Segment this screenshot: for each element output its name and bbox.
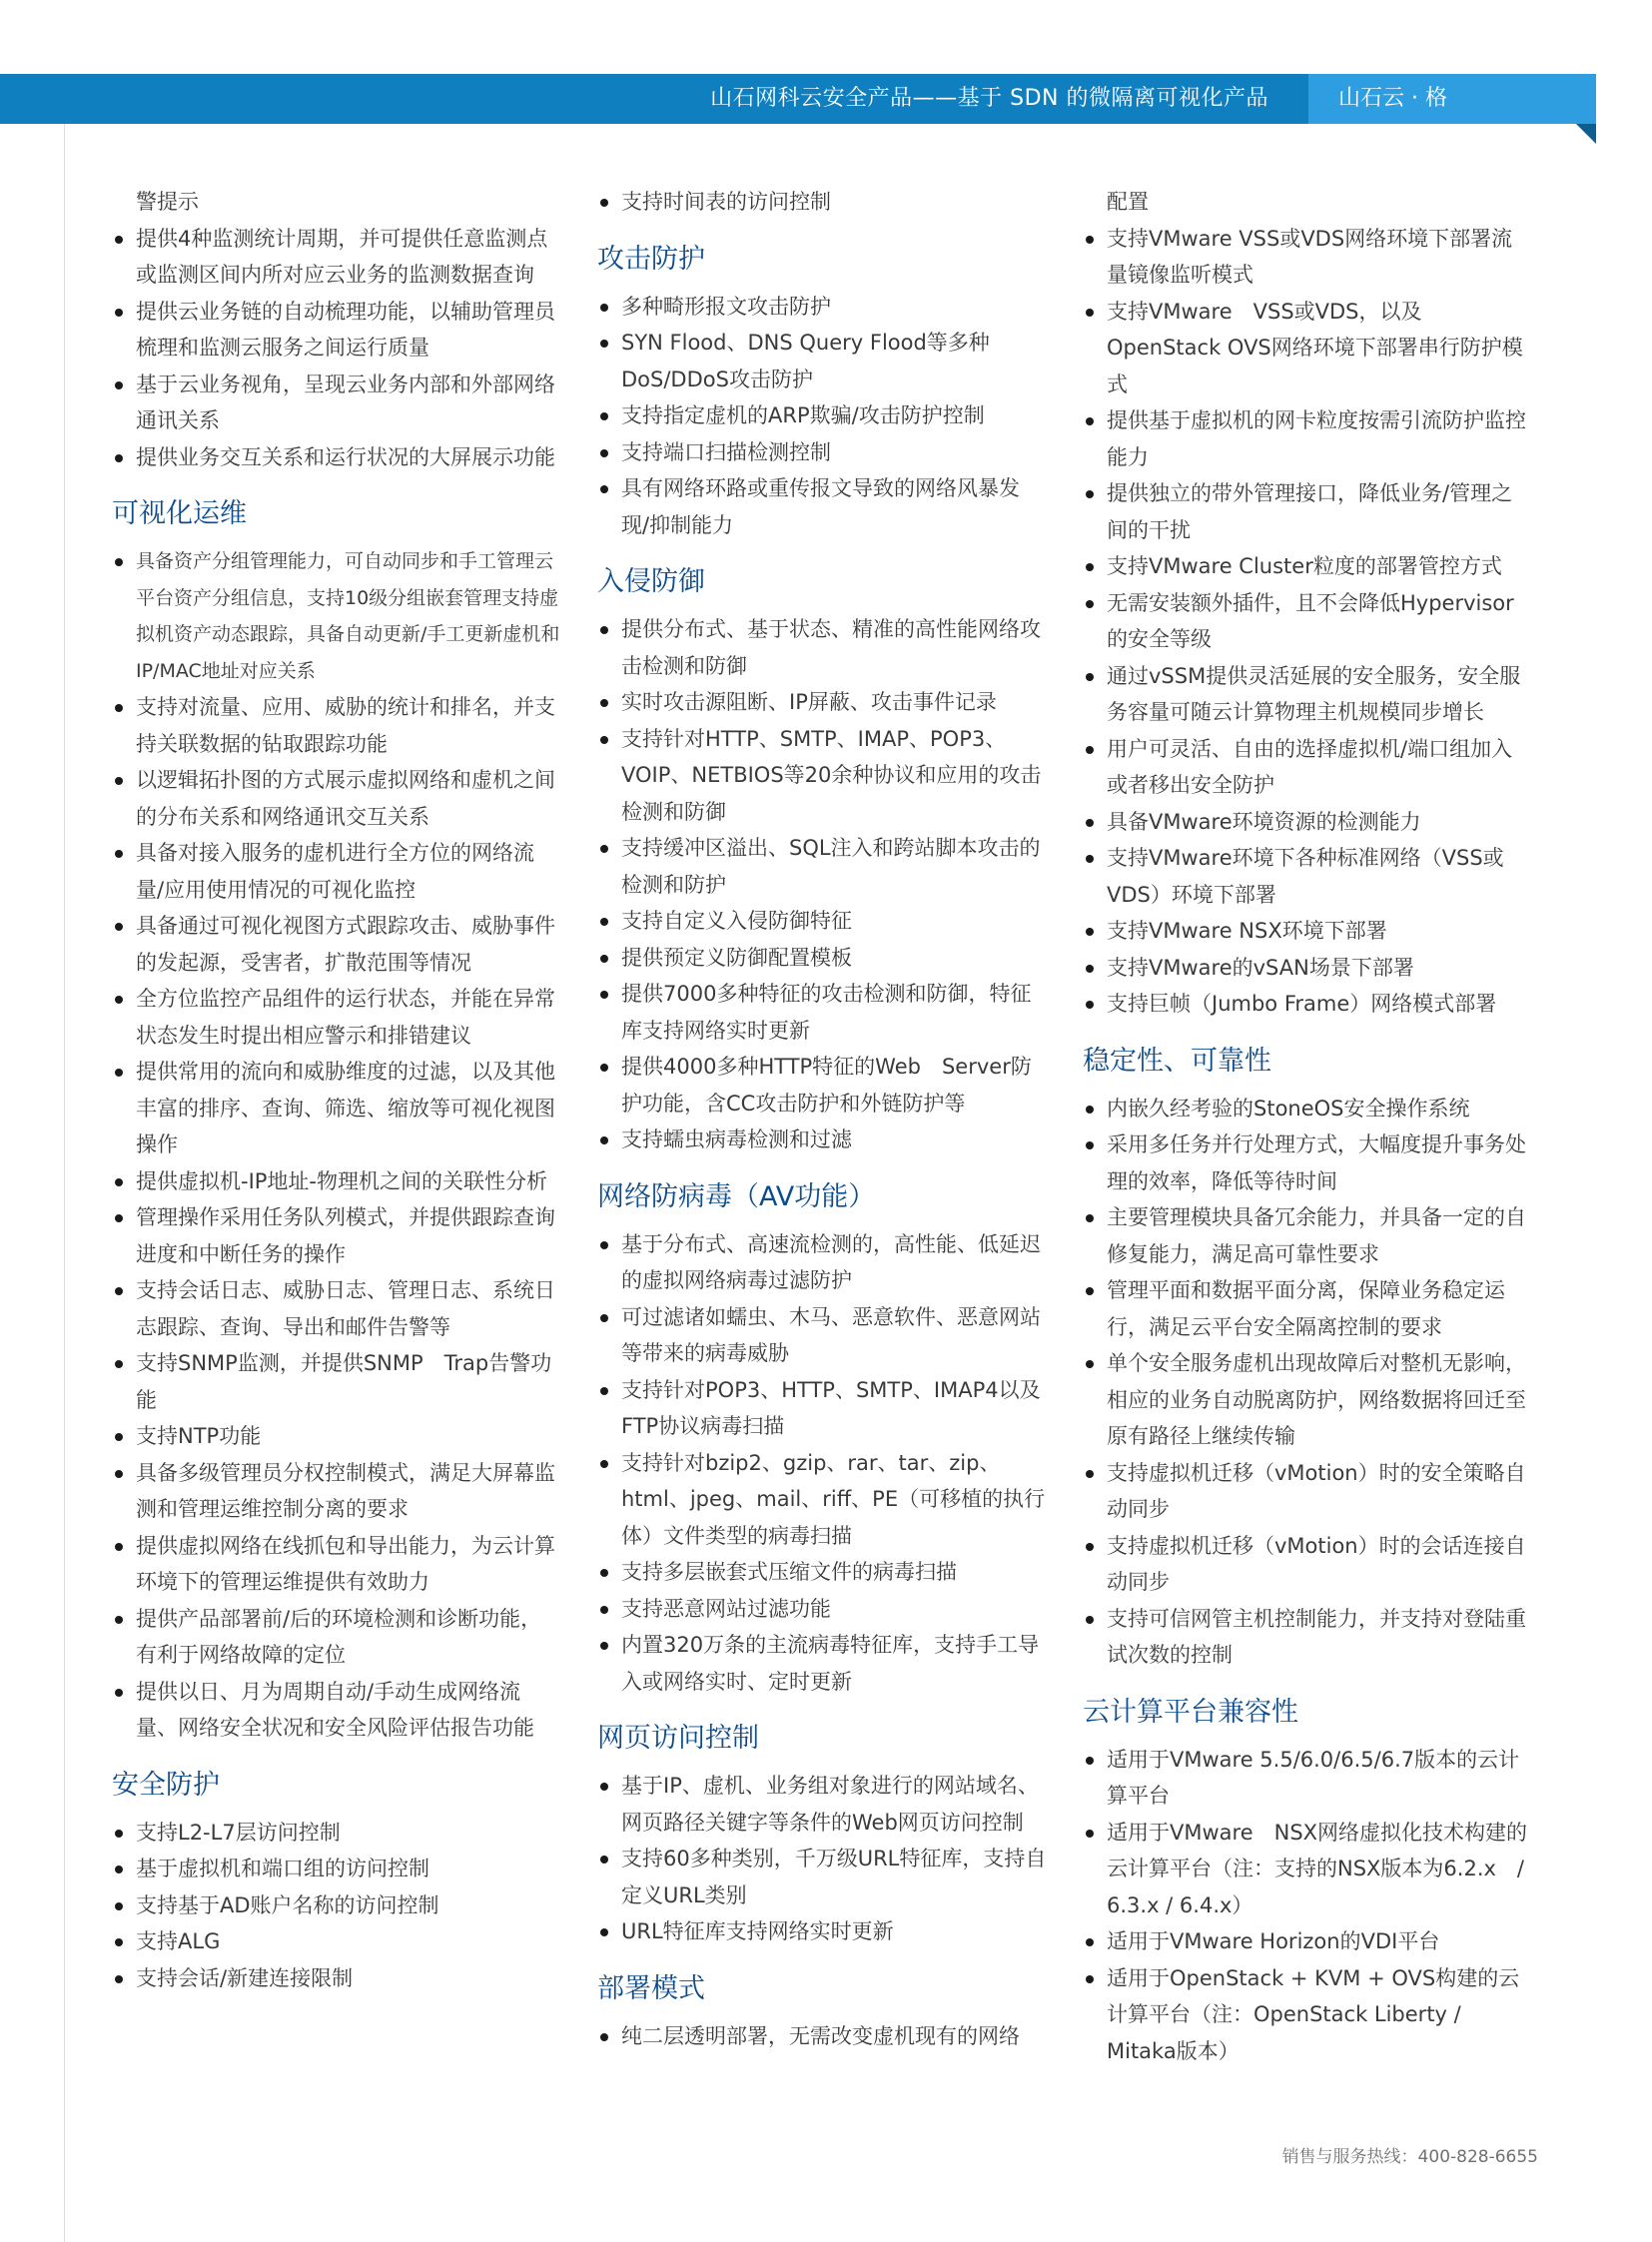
bullet-list	[1083, 1742, 1532, 2070]
continued-text: 配置	[1107, 190, 1149, 214]
list-item: 支持缓冲区溢出、SQL注入和跨站脚本攻击的检测和防护	[597, 830, 1047, 903]
list-item: 支持VMware环境下各种标准网络（VSS或VDS）环境下部署	[1083, 840, 1532, 913]
list-item: 支持会话日志、威胁日志、管理日志、系统日志跟踪、查询、导出和邮件告警等	[112, 1272, 561, 1345]
section-title: 入侵防御	[597, 566, 705, 597]
list-item: 无需安装额外插件，且不会降低Hypervisor的安全等级	[1083, 585, 1532, 658]
continued-text: 警提示	[136, 190, 199, 214]
column-left	[112, 184, 561, 1996]
header-title: 山石网科云安全产品——基于 SDN 的微隔离可视化产品	[710, 86, 1268, 111]
list-item: 提供虚拟机-IP地址-物理机之间的关联性分析	[112, 1163, 561, 1200]
list-item: 内嵌久经考验的StoneOS安全操作系统	[1083, 1091, 1532, 1127]
list-item: 基于IP、虚机、业务组对象进行的网站域名、网页路径关键字等条件的Web网页访问控制	[597, 1768, 1047, 1841]
list-item: 具备对接入服务的虚机进行全方位的网络流量/应用使用情况的可视化监控	[112, 835, 561, 908]
list-item: 提供云业务链的自动梳理功能，以辅助管理员梳理和监测云服务之间运行质量	[112, 294, 561, 367]
bullet-list	[597, 184, 1047, 221]
list-item: 提供预定义防御配置模板	[597, 940, 1047, 977]
bullet-list	[1083, 221, 1532, 1023]
list-item: 可过滤诸如蠕虫、木马、恶意软件、恶意网站等带来的病毒威胁	[597, 1299, 1047, 1372]
list-item: 适用于VMware Horizon的VDI平台	[1083, 1923, 1532, 1960]
list-item: 主要管理模块具备冗余能力，并具备一定的自修复能力，满足高可靠性要求	[1083, 1199, 1532, 1272]
list-item: 适用于VMware NSX网络虚拟化技术构建的云计算平台（注：支持的NSX版本为6.2.x / 6.3.x / 6.4.x）	[1083, 1815, 1532, 1924]
header-fold-corner	[1576, 124, 1596, 144]
list-item: 支持恶意网站过滤功能	[597, 1591, 1047, 1628]
bullet-list	[597, 1768, 1047, 1950]
list-item: 基于云业务视角，呈现云业务内部和外部网络通讯关系	[112, 367, 561, 439]
section-title: 稳定性、可靠性	[1083, 1045, 1271, 1077]
section-title: 云计算平台兼容性	[1083, 1696, 1298, 1728]
list-item: 支持60多种类别，千万级URL特征库，支持自定义URL类别	[597, 1841, 1047, 1913]
list-item: 支持VMware的vSAN场景下部署	[1083, 950, 1532, 987]
list-item: 支持自定义入侵防御特征	[597, 903, 1047, 940]
list-item: 提供4000多种HTTP特征的Web Server防护功能，含CC攻击防护和外链防护等	[597, 1049, 1047, 1121]
list-item: 多种畸形报文攻击防护	[597, 289, 1047, 326]
section-title: 部署模式	[597, 1972, 705, 2004]
list-item: 支持多层嵌套式压缩文件的病毒扫描	[597, 1554, 1047, 1591]
column-right	[1083, 184, 1532, 2069]
list-item: 支持VMware NSX环境下部署	[1083, 913, 1532, 950]
list-item: 支持虚拟机迁移（vMotion）时的会话连接自动同步	[1083, 1528, 1532, 1601]
sales-hotline: 销售与服务热线：400-828-6655	[1281, 2147, 1538, 2167]
list-item: 具备VMware环境资源的检测能力	[1083, 804, 1532, 841]
bullet-list	[112, 1815, 561, 1997]
bullet-list	[112, 221, 561, 476]
list-item: 支持L2-L7层访问控制	[112, 1815, 561, 1852]
section-title: 可视化运维	[112, 498, 247, 529]
list-item: 提供业务交互关系和运行状况的大屏展示功能	[112, 439, 561, 476]
list-item: 实时攻击源阻断、IP屏蔽、攻击事件记录	[597, 684, 1047, 721]
list-item: 支持VMware Cluster粒度的部署管控方式	[1083, 548, 1532, 585]
list-item: 用户可灵活、自由的选择虚拟机/端口组加入或者移出安全防护	[1083, 731, 1532, 804]
list-item: 提供基于虚拟机的网卡粒度按需引流防护监控能力	[1083, 402, 1532, 475]
list-item: 具备资产分组管理能力，可自动同步和手工管理云平台资产分组信息，支持10级分组嵌套管理支持虚拟机资产动态跟踪，具备自动更新/手工更新虚机和IP/MAC地址对应关系	[112, 543, 561, 689]
list-item: 支持端口扫描检测控制	[597, 434, 1047, 471]
list-item: 以逻辑拓扑图的方式展示虚拟网络和虚机之间的分布关系和网络通讯交互关系	[112, 762, 561, 835]
list-item: 支持针对HTTP、SMTP、IMAP、POP3、VOIP、NETBIOS等20余种协议和应用的攻击检测和防御	[597, 721, 1047, 831]
list-item: SYN Flood、DNS Query Flood等多种DoS/DDoS攻击防护	[597, 325, 1047, 397]
list-item: 支持NTP功能	[112, 1418, 561, 1455]
list-item: 支持可信网管主机控制能力，并支持对登陆重试次数的控制	[1083, 1601, 1532, 1674]
list-item: 管理平面和数据平面分离，保障业务稳定运行，满足云平台安全隔离控制的要求	[1083, 1272, 1532, 1345]
list-item: 管理操作采用任务队列模式，并提供跟踪查询进度和中断任务的操作	[112, 1199, 561, 1272]
list-item: 单个安全服务虚机出现故障后对整机无影响，相应的业务自动脱离防护，网络数据将回迁至原有路径上继续传输	[1083, 1345, 1532, 1455]
list-item: 支持对流量、应用、威胁的统计和排名，并支持关联数据的钻取跟踪功能	[112, 689, 561, 762]
left-margin-rule	[64, 124, 65, 2242]
list-item: 适用于OpenStack + KVM + OVS构建的云计算平台（注：OpenStack Liberty / Mitaka版本）	[1083, 1960, 1532, 2070]
bullet-list	[597, 2018, 1047, 2055]
bullet-list	[597, 611, 1047, 1158]
list-item: 支持SNMP监测，并提供SNMP Trap告警功能	[112, 1345, 561, 1418]
list-item: 支持VMware VSS或VDS，以及OpenStack OVS网络环境下部署串行防护模式	[1083, 294, 1532, 403]
list-item: 支持ALG	[112, 1923, 561, 1960]
bullet-list	[112, 543, 561, 1747]
list-item: 支持针对bzip2、gzip、rar、tar、zip、html、jpeg、mail、riff、PE（可移植的执行体）文件类型的病毒扫描	[597, 1445, 1047, 1555]
list-item: 支持虚拟机迁移（vMotion）时的安全策略自动同步	[1083, 1455, 1532, 1528]
column-middle	[597, 184, 1047, 2054]
section-title: 攻击防护	[597, 243, 705, 275]
list-item: 具有网络环路或重传报文导致的网络风暴发现/抑制能力	[597, 470, 1047, 543]
list-item: 纯二层透明部署，无需改变虚机现有的网络	[597, 2018, 1047, 2055]
list-item: 具备多级管理员分权控制模式，满足大屏幕监测和管理运维控制分离的要求	[112, 1455, 561, 1528]
list-item: 提供分布式、基于状态、精准的高性能网络攻击检测和防御	[597, 611, 1047, 684]
list-item: 提供7000多种特征的攻击检测和防御，特征库支持网络实时更新	[597, 976, 1047, 1049]
bullet-list	[597, 1226, 1047, 1701]
list-item: 基于分布式、高速流检测的，高性能、低延迟的虚拟网络病毒过滤防护	[597, 1226, 1047, 1299]
list-item: 支持时间表的访问控制	[597, 184, 1047, 221]
list-item: 基于虚拟机和端口组的访问控制	[112, 1851, 561, 1887]
list-item: 提供常用的流向和威胁维度的过滤，以及其他丰富的排序、查询、筛选、缩放等可视化视图操作	[112, 1054, 561, 1163]
list-item: URL特征库支持网络实时更新	[597, 1913, 1047, 1950]
list-item: 提供4种监测统计周期，并可提供任意监测点或监测区间内所对应云业务的监测数据查询	[112, 221, 561, 294]
list-item: 支持VMware VSS或VDS网络环境下部署流量镜像监听模式	[1083, 221, 1532, 294]
list-item: 提供产品部署前/后的环境检测和诊断功能，有利于网络故障的定位	[112, 1601, 561, 1674]
list-item: 支持基于AD账户名称的访问控制	[112, 1887, 561, 1924]
list-item: 支持指定虚机的ARP欺骗/攻击防护控制	[597, 397, 1047, 434]
header-brand: 山石云 · 格	[1308, 74, 1596, 124]
section-title: 网页访问控制	[597, 1723, 759, 1754]
list-item: 支持巨帧（Jumbo Frame）网络模式部署	[1083, 986, 1532, 1023]
list-item: 提供独立的带外管理接口，降低业务/管理之间的干扰	[1083, 475, 1532, 548]
list-item: 适用于VMware 5.5/6.0/6.5/6.7版本的云计算平台	[1083, 1742, 1532, 1815]
list-item: 采用多任务并行处理方式，大幅度提升事务处理的效率，降低等待时间	[1083, 1126, 1532, 1199]
list-item: 提供虚拟网络在线抓包和导出能力，为云计算环境下的管理运维提供有效助力	[112, 1528, 561, 1601]
list-item: 内置320万条的主流病毒特征库，支持手工导入或网络实时、定时更新	[597, 1627, 1047, 1700]
section-title: 安全防护	[112, 1769, 220, 1801]
section-title: 网络防病毒（AV功能）	[597, 1180, 876, 1212]
list-item: 通过vSSM提供灵活延展的安全服务，安全服务容量可随云计算物理主机规模同步增长	[1083, 658, 1532, 731]
list-item: 支持会话/新建连接限制	[112, 1960, 561, 1997]
list-item: 具备通过可视化视图方式跟踪攻击、威胁事件的发起源，受害者，扩散范围等情况	[112, 908, 561, 981]
list-item: 提供以日、月为周期自动/手动生成网络流量、网络安全状况和安全风险评估报告功能	[112, 1674, 561, 1747]
bullet-list	[1083, 1091, 1532, 1674]
list-item: 全方位监控产品组件的运行状态，并能在异常状态发生时提出相应警示和排错建议	[112, 981, 561, 1054]
list-item: 支持针对POP3、HTTP、SMTP、IMAP4以及FTP协议病毒扫描	[597, 1372, 1047, 1445]
list-item: 支持蠕虫病毒检测和过滤	[597, 1121, 1047, 1158]
bullet-list	[597, 289, 1047, 544]
